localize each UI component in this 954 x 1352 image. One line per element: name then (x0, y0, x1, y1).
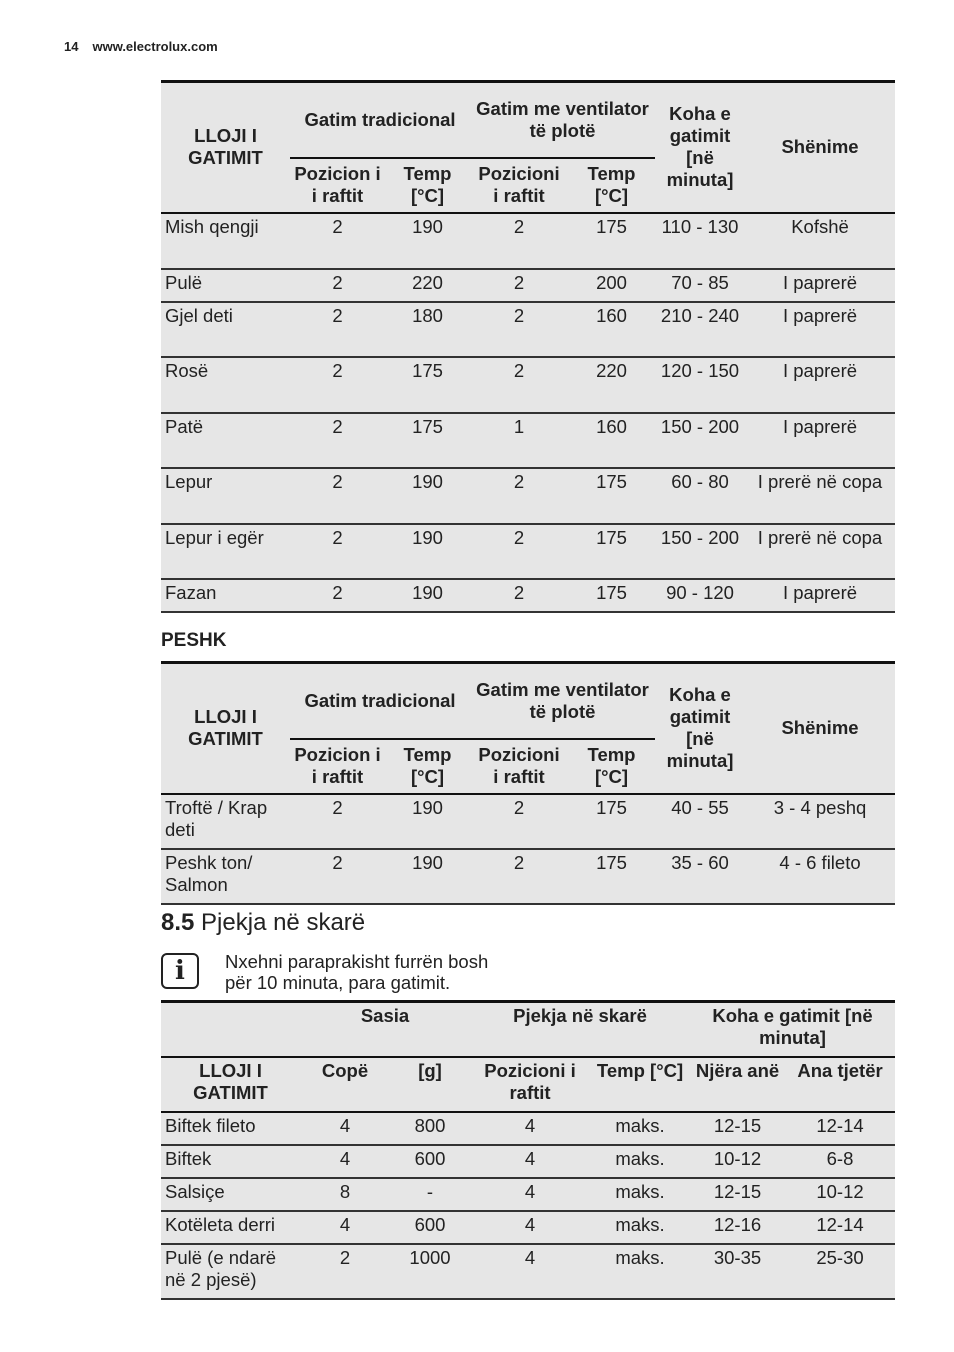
website: www.electrolux.com (92, 39, 218, 54)
col-time: Koha e gatimit [në minuta] (666, 103, 734, 191)
col-fan: Gatim me ventilator të plotë (470, 82, 655, 158)
col-traditional: Gatim tradicional (290, 82, 470, 158)
row-label: Troftë / Krap deti (165, 796, 268, 840)
cell: 4 (339, 1213, 351, 1235)
col-position: Pozicioni i raftit (484, 1059, 576, 1103)
row-label: Pulë (165, 271, 203, 293)
cell: I paprerë (782, 271, 858, 293)
table-row (161, 269, 895, 302)
cell: 4 (524, 1180, 536, 1202)
row-label: Salsiçe (165, 1180, 225, 1202)
page-header (64, 39, 232, 54)
cell: 220 (596, 359, 627, 381)
cell: 175 (596, 526, 627, 548)
col-pos2: Pozicioni i raftit (478, 744, 560, 787)
cell: 4 (524, 1213, 536, 1235)
cell: 2 (332, 304, 343, 326)
cell: I paprerë (782, 359, 858, 381)
cell: maks. (615, 1246, 665, 1268)
col-time: Koha e gatimit [në minuta] (712, 1005, 873, 1048)
cell: 12-15 (713, 1114, 762, 1136)
cell: 4 (524, 1246, 536, 1268)
cell: 120 - 150 (660, 359, 740, 381)
cell: 2 (332, 526, 343, 548)
table-row (161, 213, 895, 269)
cell: 4 (339, 1147, 351, 1169)
cell: maks. (615, 1180, 665, 1202)
cell: 150 - 200 (660, 415, 740, 437)
cell: 175 (596, 851, 627, 873)
col-temp: Temp [°C] (596, 1059, 684, 1081)
table-row (161, 468, 895, 524)
row-label: Kotëleta derri (165, 1213, 276, 1235)
cell: 220 (412, 271, 443, 293)
cell: 175 (596, 215, 627, 237)
cell: 8 (339, 1180, 351, 1202)
cell: 1 (513, 415, 525, 437)
cell: 2 (513, 526, 525, 548)
table-row (161, 1145, 895, 1178)
cell: 190 (412, 526, 443, 548)
table-row (161, 849, 895, 904)
section-heading (161, 909, 365, 937)
cell: 2 (339, 1246, 351, 1268)
row-label: Fazan (165, 581, 217, 603)
col-grilling: Pjekja në skarë (513, 1005, 647, 1026)
col-side2: Ana tjetër (797, 1059, 883, 1081)
col-temp1: Temp [°C] (403, 163, 452, 206)
cell: 110 - 130 (661, 215, 739, 237)
cell: 210 - 240 (660, 304, 740, 326)
cell: 2 (513, 215, 525, 237)
cell: maks. (615, 1213, 665, 1235)
col-side1: Njëra anë (695, 1059, 780, 1081)
col-fan: Gatim me ventilator të plotë (470, 663, 655, 739)
grill-table (161, 1000, 895, 1300)
cell: 4 (339, 1114, 351, 1136)
cell: - (426, 1180, 434, 1202)
cell: 12-14 (816, 1213, 864, 1235)
fish-section-title: PESHK (161, 630, 227, 651)
col-traditional: Gatim tradicional (290, 663, 470, 739)
cell: 600 (414, 1147, 446, 1169)
cell: 175 (596, 470, 627, 492)
fish-table (161, 661, 895, 905)
info-note: Nxehni paraprakisht furrën bosh për 10 minuta, para gatimit. (225, 951, 489, 993)
cell: 150 - 200 (660, 526, 740, 548)
cell: 160 (596, 415, 627, 437)
row-label: Lepur (165, 470, 213, 492)
col-temp1: Temp [°C] (403, 744, 452, 787)
cell: 190 (412, 470, 443, 492)
cell: 2 (332, 581, 343, 603)
cell: 6-8 (826, 1147, 854, 1169)
cell: 600 (414, 1213, 446, 1235)
row-label: Lepur i egër (165, 526, 264, 548)
row-label: Mish qengji (165, 215, 259, 237)
table-row (161, 794, 895, 849)
cell: 175 (596, 796, 627, 818)
cell: 4 (524, 1114, 536, 1136)
cell: 2 (513, 851, 525, 873)
cell: 12-16 (713, 1213, 762, 1235)
cell: 1000 (409, 1246, 451, 1268)
cell: 3 - 4 peshq (773, 796, 867, 818)
cell: maks. (615, 1147, 665, 1169)
cell: 175 (412, 359, 443, 381)
cell: 2 (332, 215, 343, 237)
cell: 12-14 (816, 1114, 864, 1136)
row-label: Biftek (165, 1147, 212, 1169)
cell: 2 (332, 271, 343, 293)
cell: 70 - 85 (671, 271, 729, 293)
cell: 40 - 55 (671, 796, 729, 818)
cell: 180 (412, 304, 443, 326)
cell: I prerë në copa (757, 526, 883, 548)
cell: 2 (332, 470, 343, 492)
cell: I paprerë (782, 304, 858, 326)
row-label: Peshk ton/ Salmon (165, 851, 253, 895)
cell: 190 (412, 851, 443, 873)
cell: 2 (332, 359, 343, 381)
cell: 160 (596, 304, 627, 326)
cell: 12-15 (713, 1180, 762, 1202)
cell: 190 (412, 796, 443, 818)
page-number: 14 (64, 39, 79, 54)
col-pos2: Pozicioni i raftit (478, 163, 560, 206)
cell: 2 (332, 796, 343, 818)
cell: 2 (332, 415, 343, 437)
row-label: Biftek fileto (165, 1114, 256, 1136)
cell: 175 (412, 415, 443, 437)
cell: I paprerë (782, 415, 858, 437)
meat-table (161, 80, 895, 613)
table-row (161, 302, 895, 357)
cell: 2 (513, 470, 525, 492)
cell: 2 (513, 271, 525, 293)
cell: I prerë në copa (757, 470, 883, 492)
table-row (161, 524, 895, 579)
col-notes: Shënime (781, 717, 859, 739)
row-label: Rosë (165, 359, 209, 381)
cell: 2 (513, 359, 525, 381)
cell: 10-12 (816, 1180, 864, 1202)
table-row (161, 1211, 895, 1244)
col-pieces: Copë (321, 1059, 369, 1081)
cell: 190 (412, 215, 443, 237)
cell: 4 (524, 1147, 536, 1169)
cell: 200 (596, 271, 627, 293)
cell: 4 - 6 fileto (779, 851, 861, 873)
col-grams: [g] (418, 1059, 442, 1081)
col-time: Koha e gatimit [në minuta] (666, 684, 734, 772)
col-temp2: Temp [°C] (587, 744, 636, 787)
row-label: Patë (165, 415, 204, 437)
col-type: LLOJI I GATIMIT (188, 706, 263, 750)
col-type: LLOJI I GATIMIT (193, 1059, 268, 1103)
table-row (161, 1178, 895, 1211)
col-pos1: Pozicion i i raftit (294, 744, 381, 787)
table-row (161, 1112, 895, 1145)
cell: Kofshë (791, 215, 849, 237)
cell: I paprerë (782, 581, 858, 603)
col-notes: Shënime (781, 136, 859, 158)
cell: 2 (513, 796, 525, 818)
cell: 2 (513, 304, 525, 326)
info-icon: i (161, 953, 199, 989)
col-pos1: Pozicion i i raftit (294, 163, 381, 206)
cell: 175 (596, 581, 627, 603)
cell: 190 (412, 581, 443, 603)
col-temp2: Temp [°C] (587, 163, 636, 206)
section-title: Pjekja në skarë (201, 909, 366, 936)
cell: 800 (414, 1114, 446, 1136)
cell: 2 (513, 581, 525, 603)
cell: 35 - 60 (671, 851, 729, 873)
table-row (161, 1244, 895, 1299)
cell: maks. (615, 1114, 665, 1136)
cell: 30-35 (713, 1246, 762, 1268)
section-number: 8.5 (161, 909, 195, 936)
col-type: LLOJI I GATIMIT (188, 125, 263, 169)
row-label: Gjel deti (165, 304, 233, 326)
table-row (161, 579, 895, 612)
row-label: Pulë (e ndarë në 2 pjesë) (165, 1246, 277, 1290)
table-row (161, 357, 895, 413)
cell: 2 (332, 851, 343, 873)
cell: 10-12 (713, 1147, 762, 1169)
cell: 90 - 120 (666, 581, 734, 603)
cell: 25-30 (816, 1246, 864, 1268)
col-quantity: Sasia (360, 1005, 410, 1026)
table-row (161, 413, 895, 468)
cell: 60 - 80 (671, 470, 729, 492)
